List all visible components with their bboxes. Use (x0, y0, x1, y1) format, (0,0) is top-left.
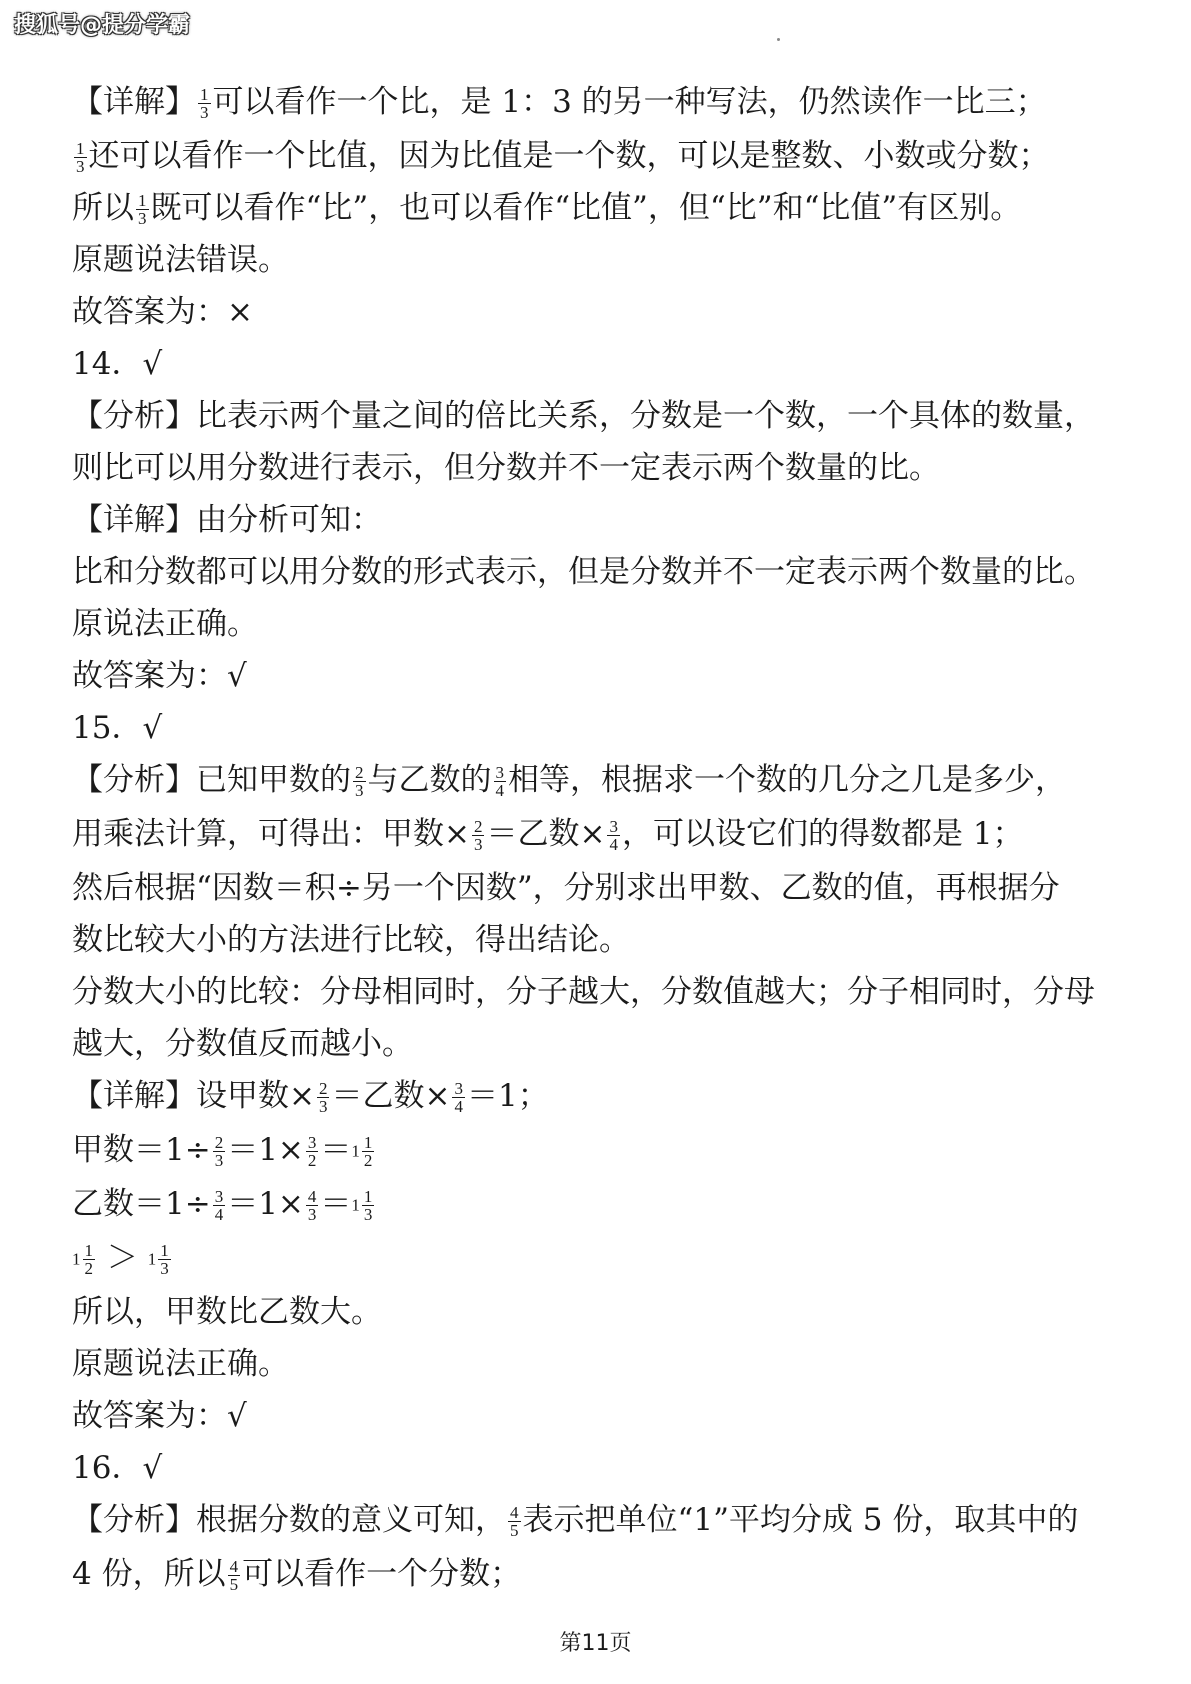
scan-dot (777, 38, 780, 41)
numerator: 3 (214, 1187, 224, 1206)
text-run: 用乘法计算，可得出：甲数× (72, 816, 470, 852)
text-run: 【分析】已知甲数的 (72, 762, 351, 798)
denominator: 3 (318, 1097, 328, 1116)
text-run: 表示把单位“1”平均分成 5 份，取其中的 (522, 1502, 1079, 1538)
denominator: 3 (138, 209, 147, 228)
text-run: 原题说法正确。 (72, 1346, 289, 1382)
text-run: ＝乙数× (486, 816, 606, 852)
watermark: 搜狐号@提分学霸 (14, 13, 191, 38)
text-run: 原说法正确。 (72, 606, 258, 642)
text-run: ＝乙数× (331, 1078, 451, 1114)
text-run: 【分析】比表示两个量之间的倍比关系，分数是一个数，一个具体的数量， (72, 398, 1095, 434)
mixed-number-whole: 1 (351, 1141, 360, 1161)
text-run: 所以，甲数比乙数大。 (72, 1294, 382, 1330)
fraction (362, 1134, 375, 1169)
fraction (74, 140, 87, 175)
numerator: 1 (200, 85, 209, 104)
text-run: 【详解】由分析可知： (72, 502, 382, 538)
text-run: 故答案为：× (72, 294, 253, 330)
text-run: 【分析】根据分数的意义可知， (72, 1502, 506, 1538)
denominator: 3 (160, 1259, 169, 1278)
text-line (72, 82, 1047, 122)
text-run: 原题说法错误。 (72, 242, 289, 278)
text-line (72, 604, 258, 644)
numerator: 1 (363, 1187, 373, 1206)
text-run: 所以 (72, 190, 134, 226)
fraction (494, 764, 507, 799)
numerator: 1 (138, 191, 147, 210)
text-line (72, 1076, 549, 1116)
denominator: 2 (363, 1151, 373, 1170)
text-line (72, 396, 1095, 436)
numerator: 1 (160, 1241, 169, 1260)
text-line (72, 868, 1060, 908)
numerator: 3 (454, 1079, 463, 1098)
text-line (72, 448, 940, 488)
numerator: 2 (473, 817, 483, 836)
denominator: 3 (76, 157, 85, 176)
text-run: ＝1× (227, 1132, 304, 1168)
numerator: 1 (363, 1133, 373, 1152)
text-line (72, 814, 1024, 854)
denominator: 2 (84, 1259, 93, 1278)
text-run: 还可以看作一个比值，因为比值是一个数，可以是整数、小数或分数； (88, 138, 1050, 174)
numerator: 1 (76, 139, 85, 158)
fraction (228, 1558, 241, 1593)
text-run: 越大，分数值反而越小。 (72, 1026, 413, 1062)
denominator: 5 (510, 1521, 519, 1540)
denominator: 3 (363, 1205, 373, 1224)
text-run: 15．√ (72, 710, 163, 746)
text-run: 16．√ (72, 1450, 163, 1486)
text-run: 14．√ (72, 346, 163, 382)
fraction (353, 764, 366, 799)
fraction (508, 1504, 521, 1539)
numerator: 3 (495, 763, 504, 782)
text-run: 可以看作一个分数； (242, 1556, 522, 1592)
text-run: ＝1× (227, 1186, 304, 1222)
denominator: 4 (214, 1205, 224, 1224)
fraction (317, 1080, 330, 1115)
mixed-number-whole: 1 (72, 1249, 81, 1269)
page-number: 第11页 (559, 1631, 632, 1656)
numerator: 3 (307, 1133, 317, 1152)
text-run: 乙数＝1÷ (72, 1186, 211, 1222)
mixed-number-whole: 1 (351, 1195, 360, 1215)
text-line (72, 760, 1066, 800)
numerator: 3 (609, 817, 618, 836)
numerator: 1 (84, 1241, 93, 1260)
fraction (158, 1242, 171, 1277)
fraction (213, 1188, 226, 1223)
text-run: 数比较大小的方法进行比较，得出结论。 (72, 922, 630, 958)
text-line (72, 344, 162, 384)
text-line (72, 136, 1050, 176)
text-line (72, 656, 247, 696)
text-line (72, 1238, 173, 1280)
denominator: 3 (473, 835, 483, 854)
denominator: 3 (200, 103, 209, 122)
text-run: 【详解】 (72, 84, 196, 120)
text-run: ＞ (97, 1240, 148, 1276)
denominator: 3 (307, 1205, 317, 1224)
text-line (72, 1184, 376, 1226)
fraction (306, 1134, 319, 1169)
denominator: 2 (307, 1151, 317, 1170)
text-run: ＝1； (466, 1078, 549, 1114)
denominator: 4 (609, 835, 618, 854)
denominator: 5 (229, 1575, 239, 1594)
denominator: 4 (495, 781, 504, 800)
text-run: 4 份，所以 (72, 1556, 226, 1592)
text-run: 甲数＝1÷ (72, 1132, 211, 1168)
text-run: 比和分数都可以用分数的形式表示，但是分数并不一定表示两个数量的比。 (72, 554, 1095, 590)
denominator: 3 (214, 1151, 224, 1170)
numerator: 4 (510, 1503, 519, 1522)
text-line (72, 1448, 162, 1488)
text-run: ＝ (320, 1132, 352, 1168)
text-run: 既可以看作“比”，也可以看作“比值”，但“比”和“比值”有区别。 (150, 190, 1022, 226)
numerator: 2 (318, 1079, 328, 1098)
numerator: 2 (214, 1133, 224, 1152)
text-line (72, 708, 162, 748)
numerator: 2 (355, 763, 364, 782)
denominator: 4 (454, 1097, 463, 1116)
text-run: ＝ (320, 1186, 352, 1222)
fraction (198, 86, 211, 121)
fraction (607, 818, 620, 853)
text-run: 分数大小的比较：分母相同时，分子越大，分数值越大；分子相同时，分母 (72, 974, 1095, 1010)
text-run: 故答案为：√ (72, 658, 247, 694)
fraction (306, 1188, 319, 1223)
text-line (72, 1292, 382, 1332)
text-line (72, 292, 253, 332)
text-line (72, 972, 1095, 1012)
text-run: 则比可以用分数进行表示，但分数并不一定表示两个数量的比。 (72, 450, 940, 486)
text-line (72, 1024, 413, 1064)
text-line (72, 1130, 376, 1172)
text-line (72, 1396, 247, 1436)
text-line (72, 1554, 521, 1594)
text-line (72, 920, 630, 960)
fraction (362, 1188, 375, 1223)
text-run: 【详解】设甲数× (72, 1078, 315, 1114)
text-line (72, 552, 1095, 592)
text-run: 相等，根据求一个数的几分之几是多少， (508, 762, 1066, 798)
numerator: 4 (307, 1187, 317, 1206)
text-run: 可以看作一个比，是 1：3 的另一种写法，仍然读作一比三； (212, 84, 1047, 120)
text-line (72, 500, 382, 540)
mixed-number-whole: 1 (147, 1249, 157, 1269)
text-line (72, 240, 289, 280)
fraction (136, 192, 149, 227)
text-run: ，可以设它们的得数都是 1； (621, 816, 1024, 852)
fraction (83, 1242, 96, 1277)
text-run: 故答案为：√ (72, 1398, 247, 1434)
text-line (72, 1344, 289, 1384)
denominator: 3 (355, 781, 364, 800)
fraction (213, 1134, 226, 1169)
fraction (472, 818, 485, 853)
numerator: 4 (229, 1557, 239, 1576)
text-line (72, 188, 1021, 228)
text-line (72, 1500, 1078, 1540)
fraction (452, 1080, 465, 1115)
text-run: 与乙数的 (367, 762, 492, 798)
text-run: 然后根据“因数＝积÷另一个因数”，分别求出甲数、乙数的值，再根据分 (72, 870, 1060, 906)
